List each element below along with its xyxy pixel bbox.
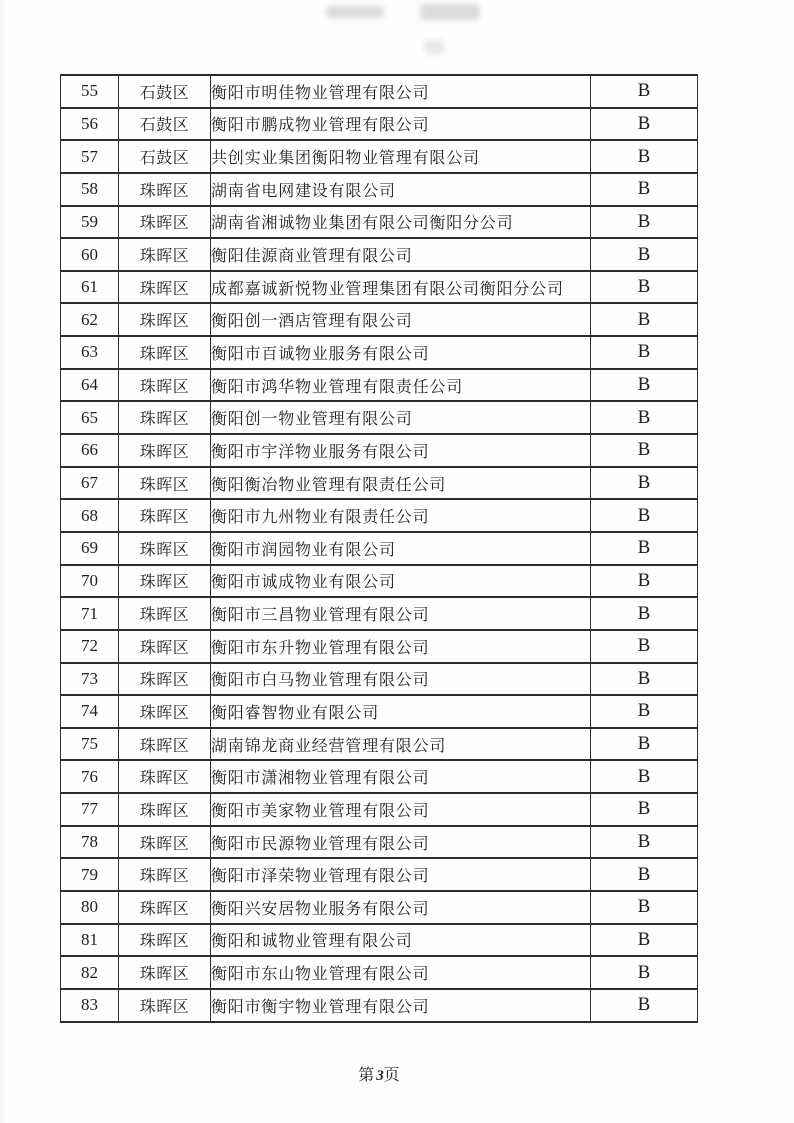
grade-cell: B (591, 695, 698, 728)
table-row (61, 630, 698, 663)
district-cell: 珠晖区 (119, 173, 211, 206)
row-number-cell: 55 (61, 75, 119, 108)
district-cell: 珠晖区 (119, 336, 211, 369)
grade-cell: B (591, 336, 698, 369)
company-name-cell: 成都嘉诚新悦物业管理集团有限公司衡阳分公司 (211, 271, 591, 304)
table-row (61, 989, 698, 1022)
table-row (61, 760, 698, 793)
grade-cell: B (591, 173, 698, 206)
company-name-cell: 衡阳睿智物业有限公司 (211, 695, 591, 728)
scan-artifact (326, 6, 384, 18)
row-number-cell: 82 (61, 956, 119, 989)
row-number-cell: 62 (61, 303, 119, 336)
table-row (61, 467, 698, 500)
table-row (61, 238, 698, 271)
district-cell: 石鼓区 (119, 108, 211, 141)
company-name-cell: 衡阳市九州物业有限责任公司 (211, 499, 591, 532)
grade-cell: B (591, 75, 698, 108)
row-number-cell: 59 (61, 206, 119, 239)
grade-cell: B (591, 989, 698, 1022)
grade-cell: B (591, 369, 698, 402)
row-number-cell: 75 (61, 728, 119, 761)
company-name-cell: 衡阳市宇洋物业服务有限公司 (211, 434, 591, 467)
district-cell: 珠晖区 (119, 826, 211, 859)
grade-cell: B (591, 891, 698, 924)
company-name-cell: 衡阳市东升物业管理有限公司 (211, 630, 591, 663)
grade-cell: B (591, 663, 698, 696)
grade-cell: B (591, 271, 698, 304)
row-number-cell: 60 (61, 238, 119, 271)
table-row (61, 695, 698, 728)
row-number-cell: 64 (61, 369, 119, 402)
district-cell: 石鼓区 (119, 140, 211, 173)
table-row (61, 108, 698, 141)
row-number-cell: 58 (61, 173, 119, 206)
row-number-cell: 70 (61, 565, 119, 598)
company-name-cell: 衡阳市泽荣物业管理有限公司 (211, 858, 591, 891)
table-body (61, 75, 698, 1022)
table-row (61, 140, 698, 173)
district-cell: 珠晖区 (119, 434, 211, 467)
company-name-cell: 衡阳创一物业管理有限公司 (211, 401, 591, 434)
district-cell: 珠晖区 (119, 597, 211, 630)
table-row (61, 728, 698, 761)
row-number-cell: 65 (61, 401, 119, 434)
row-number-cell: 73 (61, 663, 119, 696)
page-number: 3 (376, 1068, 384, 1084)
district-cell: 珠晖区 (119, 238, 211, 271)
company-name-cell: 衡阳市衡宇物业管理有限公司 (211, 989, 591, 1022)
district-cell: 珠晖区 (119, 369, 211, 402)
row-number-cell: 63 (61, 336, 119, 369)
table-row (61, 271, 698, 304)
grade-cell: B (591, 793, 698, 826)
district-cell: 珠晖区 (119, 401, 211, 434)
district-cell: 珠晖区 (119, 924, 211, 957)
table-row (61, 532, 698, 565)
footer-suffix: 页 (383, 1067, 402, 1084)
row-number-cell: 68 (61, 499, 119, 532)
company-name-cell: 湖南省电网建设有限公司 (211, 173, 591, 206)
company-name-cell: 衡阳市三昌物业管理有限公司 (211, 597, 591, 630)
table-row (61, 434, 698, 467)
grade-cell: B (591, 108, 698, 141)
row-number-cell: 83 (61, 989, 119, 1022)
grade-cell: B (591, 206, 698, 239)
row-number-cell: 69 (61, 532, 119, 565)
scan-artifact (424, 40, 444, 54)
grade-cell: B (591, 924, 698, 957)
grade-cell: B (591, 858, 698, 891)
row-number-cell: 66 (61, 434, 119, 467)
table-row (61, 597, 698, 630)
company-name-cell: 衡阳市百诚物业服务有限公司 (211, 336, 591, 369)
company-name-cell: 衡阳市诚成物业有限公司 (211, 565, 591, 598)
table-row (61, 565, 698, 598)
district-cell: 珠晖区 (119, 630, 211, 663)
district-cell: 珠晖区 (119, 532, 211, 565)
district-cell: 珠晖区 (119, 793, 211, 826)
company-name-cell: 衡阳市美家物业管理有限公司 (211, 793, 591, 826)
grade-cell: B (591, 499, 698, 532)
company-name-cell: 衡阳市潇湘物业管理有限公司 (211, 760, 591, 793)
company-name-cell: 衡阳市明佳物业管理有限公司 (211, 75, 591, 108)
row-number-cell: 81 (61, 924, 119, 957)
row-number-cell: 78 (61, 826, 119, 859)
district-cell: 珠晖区 (119, 989, 211, 1022)
table-row (61, 336, 698, 369)
district-cell: 珠晖区 (119, 271, 211, 304)
company-name-cell: 湖南省湘诚物业集团有限公司衡阳分公司 (211, 206, 591, 239)
grade-cell: B (591, 238, 698, 271)
table-row (61, 499, 698, 532)
table-row (61, 793, 698, 826)
table-row (61, 401, 698, 434)
row-number-cell: 79 (61, 858, 119, 891)
row-number-cell: 76 (61, 760, 119, 793)
row-number-cell: 77 (61, 793, 119, 826)
district-cell: 珠晖区 (119, 695, 211, 728)
company-name-cell: 衡阳市鸿华物业管理有限责任公司 (211, 369, 591, 402)
district-cell: 珠晖区 (119, 467, 211, 500)
district-cell: 珠晖区 (119, 858, 211, 891)
grade-cell: B (591, 565, 698, 598)
table-row (61, 206, 698, 239)
district-cell: 珠晖区 (119, 760, 211, 793)
grade-cell: B (591, 532, 698, 565)
company-grade-table (60, 74, 698, 1023)
grade-cell: B (591, 303, 698, 336)
company-name-cell: 衡阳市鹏成物业管理有限公司 (211, 108, 591, 141)
footer-prefix: 第 (358, 1067, 377, 1084)
district-cell: 珠晖区 (119, 663, 211, 696)
table-row (61, 891, 698, 924)
district-cell: 珠晖区 (119, 565, 211, 598)
district-cell: 珠晖区 (119, 499, 211, 532)
district-cell: 珠晖区 (119, 956, 211, 989)
row-number-cell: 61 (61, 271, 119, 304)
company-name-cell: 衡阳市润园物业有限公司 (211, 532, 591, 565)
table-row (61, 924, 698, 957)
table-row (61, 663, 698, 696)
company-name-cell: 衡阳创一酒店管理有限公司 (211, 303, 591, 336)
row-number-cell: 71 (61, 597, 119, 630)
company-name-cell: 共创实业集团衡阳物业管理有限公司 (211, 140, 591, 173)
grade-cell: B (591, 140, 698, 173)
company-name-cell: 衡阳和诚物业管理有限公司 (211, 924, 591, 957)
row-number-cell: 57 (61, 140, 119, 173)
district-cell: 珠晖区 (119, 891, 211, 924)
grade-cell: B (591, 728, 698, 761)
company-name-cell: 衡阳市东山物业管理有限公司 (211, 956, 591, 989)
grade-cell: B (591, 630, 698, 663)
company-name-cell: 衡阳衡冶物业管理有限责任公司 (211, 467, 591, 500)
scan-artifact (420, 4, 480, 20)
row-number-cell: 74 (61, 695, 119, 728)
table-row (61, 369, 698, 402)
district-cell: 珠晖区 (119, 206, 211, 239)
company-name-cell: 衡阳佳源商业管理有限公司 (211, 238, 591, 271)
district-cell: 珠晖区 (119, 728, 211, 761)
table-row (61, 826, 698, 859)
row-number-cell: 56 (61, 108, 119, 141)
page-footer (0, 1062, 777, 1085)
row-number-cell: 67 (61, 467, 119, 500)
grade-cell: B (591, 956, 698, 989)
table-row (61, 858, 698, 891)
table-row (61, 956, 698, 989)
company-name-cell: 衡阳市白马物业管理有限公司 (211, 663, 591, 696)
grade-cell: B (591, 760, 698, 793)
grade-cell: B (591, 826, 698, 859)
row-number-cell: 72 (61, 630, 119, 663)
company-name-cell: 衡阳市民源物业管理有限公司 (211, 826, 591, 859)
grade-cell: B (591, 401, 698, 434)
company-name-cell: 衡阳兴安居物业服务有限公司 (211, 891, 591, 924)
row-number-cell: 80 (61, 891, 119, 924)
grade-cell: B (591, 434, 698, 467)
table-row (61, 303, 698, 336)
grade-cell: B (591, 597, 698, 630)
company-name-cell: 湖南锦龙商业经营管理有限公司 (211, 728, 591, 761)
table-row (61, 75, 698, 108)
grade-cell: B (591, 467, 698, 500)
district-cell: 石鼓区 (119, 75, 211, 108)
district-cell: 珠晖区 (119, 303, 211, 336)
table-row (61, 173, 698, 206)
